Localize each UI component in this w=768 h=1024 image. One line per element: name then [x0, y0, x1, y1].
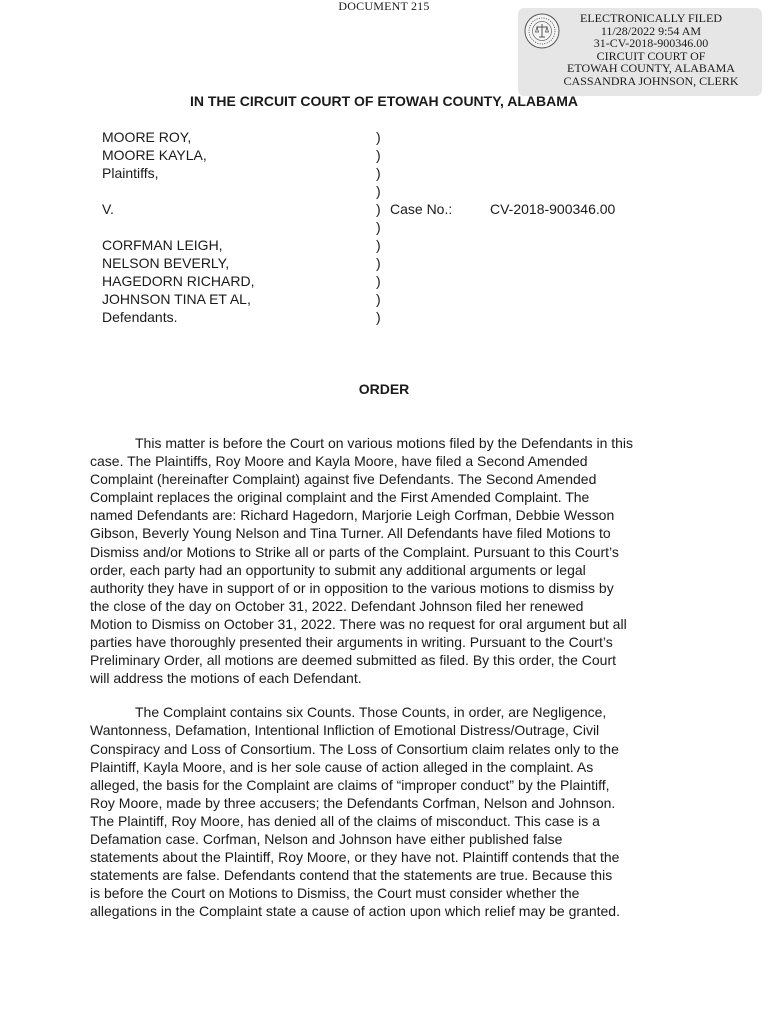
body-line: statements about the Plaintiff, Roy Moore, or they have not. Plaintiff contends that the: [90, 849, 620, 866]
caption-paren: ): [376, 255, 381, 271]
caption-paren: ): [376, 219, 381, 235]
body-line: statements are false. Defendants contend that the statements are true. Because this: [90, 867, 613, 884]
case-number: CV-2018-900346.00: [490, 201, 616, 217]
body-line: order, each party had an opportunity to submit any additional arguments or legal: [90, 561, 586, 578]
body-line: The Complaint contains six Counts. Those Counts, in order, are Negligence,: [135, 704, 607, 721]
caption-paren: ): [376, 291, 381, 307]
filing-stamp: [518, 8, 762, 96]
body-line: Plaintiff, Kayla Moore, and is her sole cause of action alleged in the complaint. As: [90, 758, 594, 775]
caption-paren: ): [376, 237, 381, 253]
order-heading: ORDER: [358, 381, 410, 397]
caption-paren: ): [376, 147, 381, 163]
body-line: Gibson, Beverly Young Nelson and Tina Turner. All Defendants have filed Motions to: [90, 525, 611, 542]
stamp-line: 31-CV-2018-900346.00: [593, 36, 709, 51]
body-line: named Defendants are: Richard Hagedorn, Marjorie Leigh Corfman, Debbie Wesson: [90, 507, 615, 524]
body-line: is before the Court on Motions to Dismiss, the Court must consider whether the: [90, 885, 580, 902]
caption-paren: ): [376, 165, 381, 181]
court-title: IN THE CIRCUIT COURT OF ETOWAH COUNTY, ALABAMA: [189, 93, 579, 109]
caption-line: HAGEDORN RICHARD,: [102, 273, 255, 289]
body-line: Wantonness, Defamation, Intentional Infliction of Emotional Distress/Outrage, Civil: [90, 722, 600, 739]
caption-line: [102, 218, 254, 236]
body-line: Motion to Dismiss on October 31, 2022. There was no request for oral argument but all: [90, 615, 627, 632]
caption-line: MOORE KAYLA,: [102, 147, 207, 163]
document-label: DOCUMENT 215: [338, 0, 430, 13]
caption-paren: ): [376, 273, 381, 289]
body-line: Preliminary Order, all motions are deemed submitted as filed. By this order, the Court: [90, 652, 617, 669]
caption-paren: ): [376, 129, 381, 145]
stamp-line: ETOWAH COUNTY, ALABAMA: [567, 61, 735, 76]
body-line: Dismiss and/or Motions to Strike all or parts of the Complaint. Pursuant to this Court’s: [90, 543, 619, 560]
caption-paren: ): [376, 309, 381, 325]
caption-line: Plaintiffs,: [102, 165, 159, 181]
order-body: [90, 434, 690, 920]
body-line: Roy Moore, made by three accusers; the Defendants Corfman, Nelson and Johnson.: [90, 794, 616, 811]
body-line: The Plaintiff, Roy Moore, has denied all of the claims of misconduct. This case is a: [90, 812, 600, 829]
caption-paren: ): [376, 183, 381, 199]
body-line: the close of the day on October 31, 2022. Defendant Johnson filed her renewed: [90, 597, 584, 614]
caption-line: NELSON BEVERLY,: [102, 255, 230, 271]
paragraph-gap: [90, 687, 690, 703]
body-line: Complaint (hereinafter Complaint) against five Defendants. The Second Amended: [90, 471, 597, 488]
caption-paren: ): [376, 201, 381, 217]
body-line: authority they have in support of or in opposition to the various motions to dismiss by: [90, 579, 614, 596]
caption-line: JOHNSON TINA ET AL,: [102, 291, 251, 307]
case-caption-parties: [102, 128, 254, 326]
caption-line: Defendants.: [102, 309, 178, 325]
body-line: Complaint replaces the original complaint and the First Amended Complaint. The: [90, 489, 590, 506]
body-line: parties have thoroughly presented their arguments in writing. Pursuant to the Court’s: [90, 634, 613, 651]
body-line: Conspiracy and Loss of Consortium. The Loss of Consortium claim relates only to the: [90, 740, 619, 757]
stamp-line: ELECTRONICALLY FILED: [579, 11, 722, 25]
filing-stamp-text: [544, 12, 758, 88]
case-number-label: Case No.:: [390, 201, 453, 217]
body-line: This matter is before the Court on various motions filed by the Defendants in this: [135, 435, 634, 451]
stamp-line: CASSANDRA JOHNSON, CLERK: [563, 73, 739, 88]
body-line: Defamation case. Corfman, Nelson and Johnson have either published false: [90, 830, 563, 847]
stamp-line: CIRCUIT COURT OF: [596, 48, 706, 63]
caption-line: V.: [102, 201, 114, 217]
body-line: allegations in the Complaint state a cause of action upon which relief may be granted.: [90, 903, 620, 920]
body-line: case. The Plaintiffs, Roy Moore and Kayla Moore, have filed a Second Amended: [90, 453, 588, 470]
body-line: will address the motions of each Defendant.: [90, 670, 362, 687]
caption-parenthesis-column: [376, 128, 381, 326]
caption-line: MOORE ROY,: [102, 129, 192, 145]
caption-line: CORFMAN LEIGH,: [102, 237, 223, 253]
caption-line: [102, 182, 254, 200]
stamp-line: 11/28/2022 9:54 AM: [600, 23, 702, 38]
body-line: alleged, the basis for the Complaint are claims of “improper conduct” by the Plaintiff,: [90, 776, 610, 793]
